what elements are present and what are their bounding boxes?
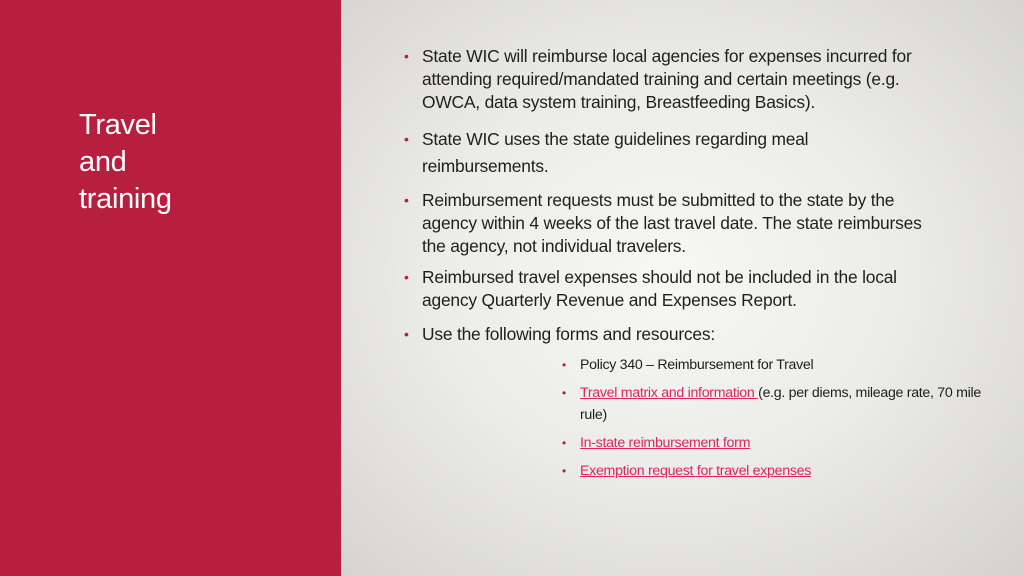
bullet-training-reimbursement: • State WIC will reimburse local agencies for expenses incurred for attending required/mandated training and certain meetings (e.g. OWCA, data system training, Breastfeeding Basics). bbox=[341, 45, 932, 115]
bullet-meal-guidelines: • State WIC uses the state guidelines regarding meal reimbursements. bbox=[341, 126, 932, 181]
title-line-3: training bbox=[79, 183, 172, 215]
resource-exemption-request bbox=[422, 460, 1010, 482]
title-line-1: Travel bbox=[79, 109, 157, 141]
travel-matrix-link[interactable]: Travel matrix and information bbox=[580, 384, 759, 401]
slide-title bbox=[79, 107, 172, 218]
bullet-quarterly-report: • Reimbursed travel expenses should not be included in the local agency Quarterly Revenue and Expenses Report. bbox=[341, 266, 932, 312]
content-panel bbox=[341, 0, 1024, 576]
forms-resources-text: Use the following forms and resources: bbox=[422, 323, 716, 344]
bullet-content bbox=[341, 45, 1024, 482]
bullet-submission-deadline: • Reimbursement requests must be submitted to the state by the agency within 4 weeks of the last travel date. The state reimburses the agency, not individual travelers. bbox=[341, 189, 932, 259]
bullet-forms-resources bbox=[341, 323, 981, 482]
exemption-request-link[interactable]: Exemption request for travel expenses bbox=[580, 462, 812, 479]
resources-list bbox=[422, 354, 981, 482]
bullet-list bbox=[341, 45, 1024, 482]
title-line-2: and bbox=[79, 146, 127, 178]
resource-policy-340: • Policy 340 – Reimbursement for Travel bbox=[422, 354, 1010, 376]
travel-matrix-note: (e.g. per diems, mileage rate, 70 mile rule) bbox=[580, 384, 981, 423]
resource-in-state-form bbox=[422, 432, 1010, 454]
resource-travel-matrix bbox=[422, 382, 1010, 426]
in-state-reimbursement-link[interactable]: In-state reimbursement form bbox=[580, 434, 751, 451]
title-panel bbox=[0, 0, 341, 576]
